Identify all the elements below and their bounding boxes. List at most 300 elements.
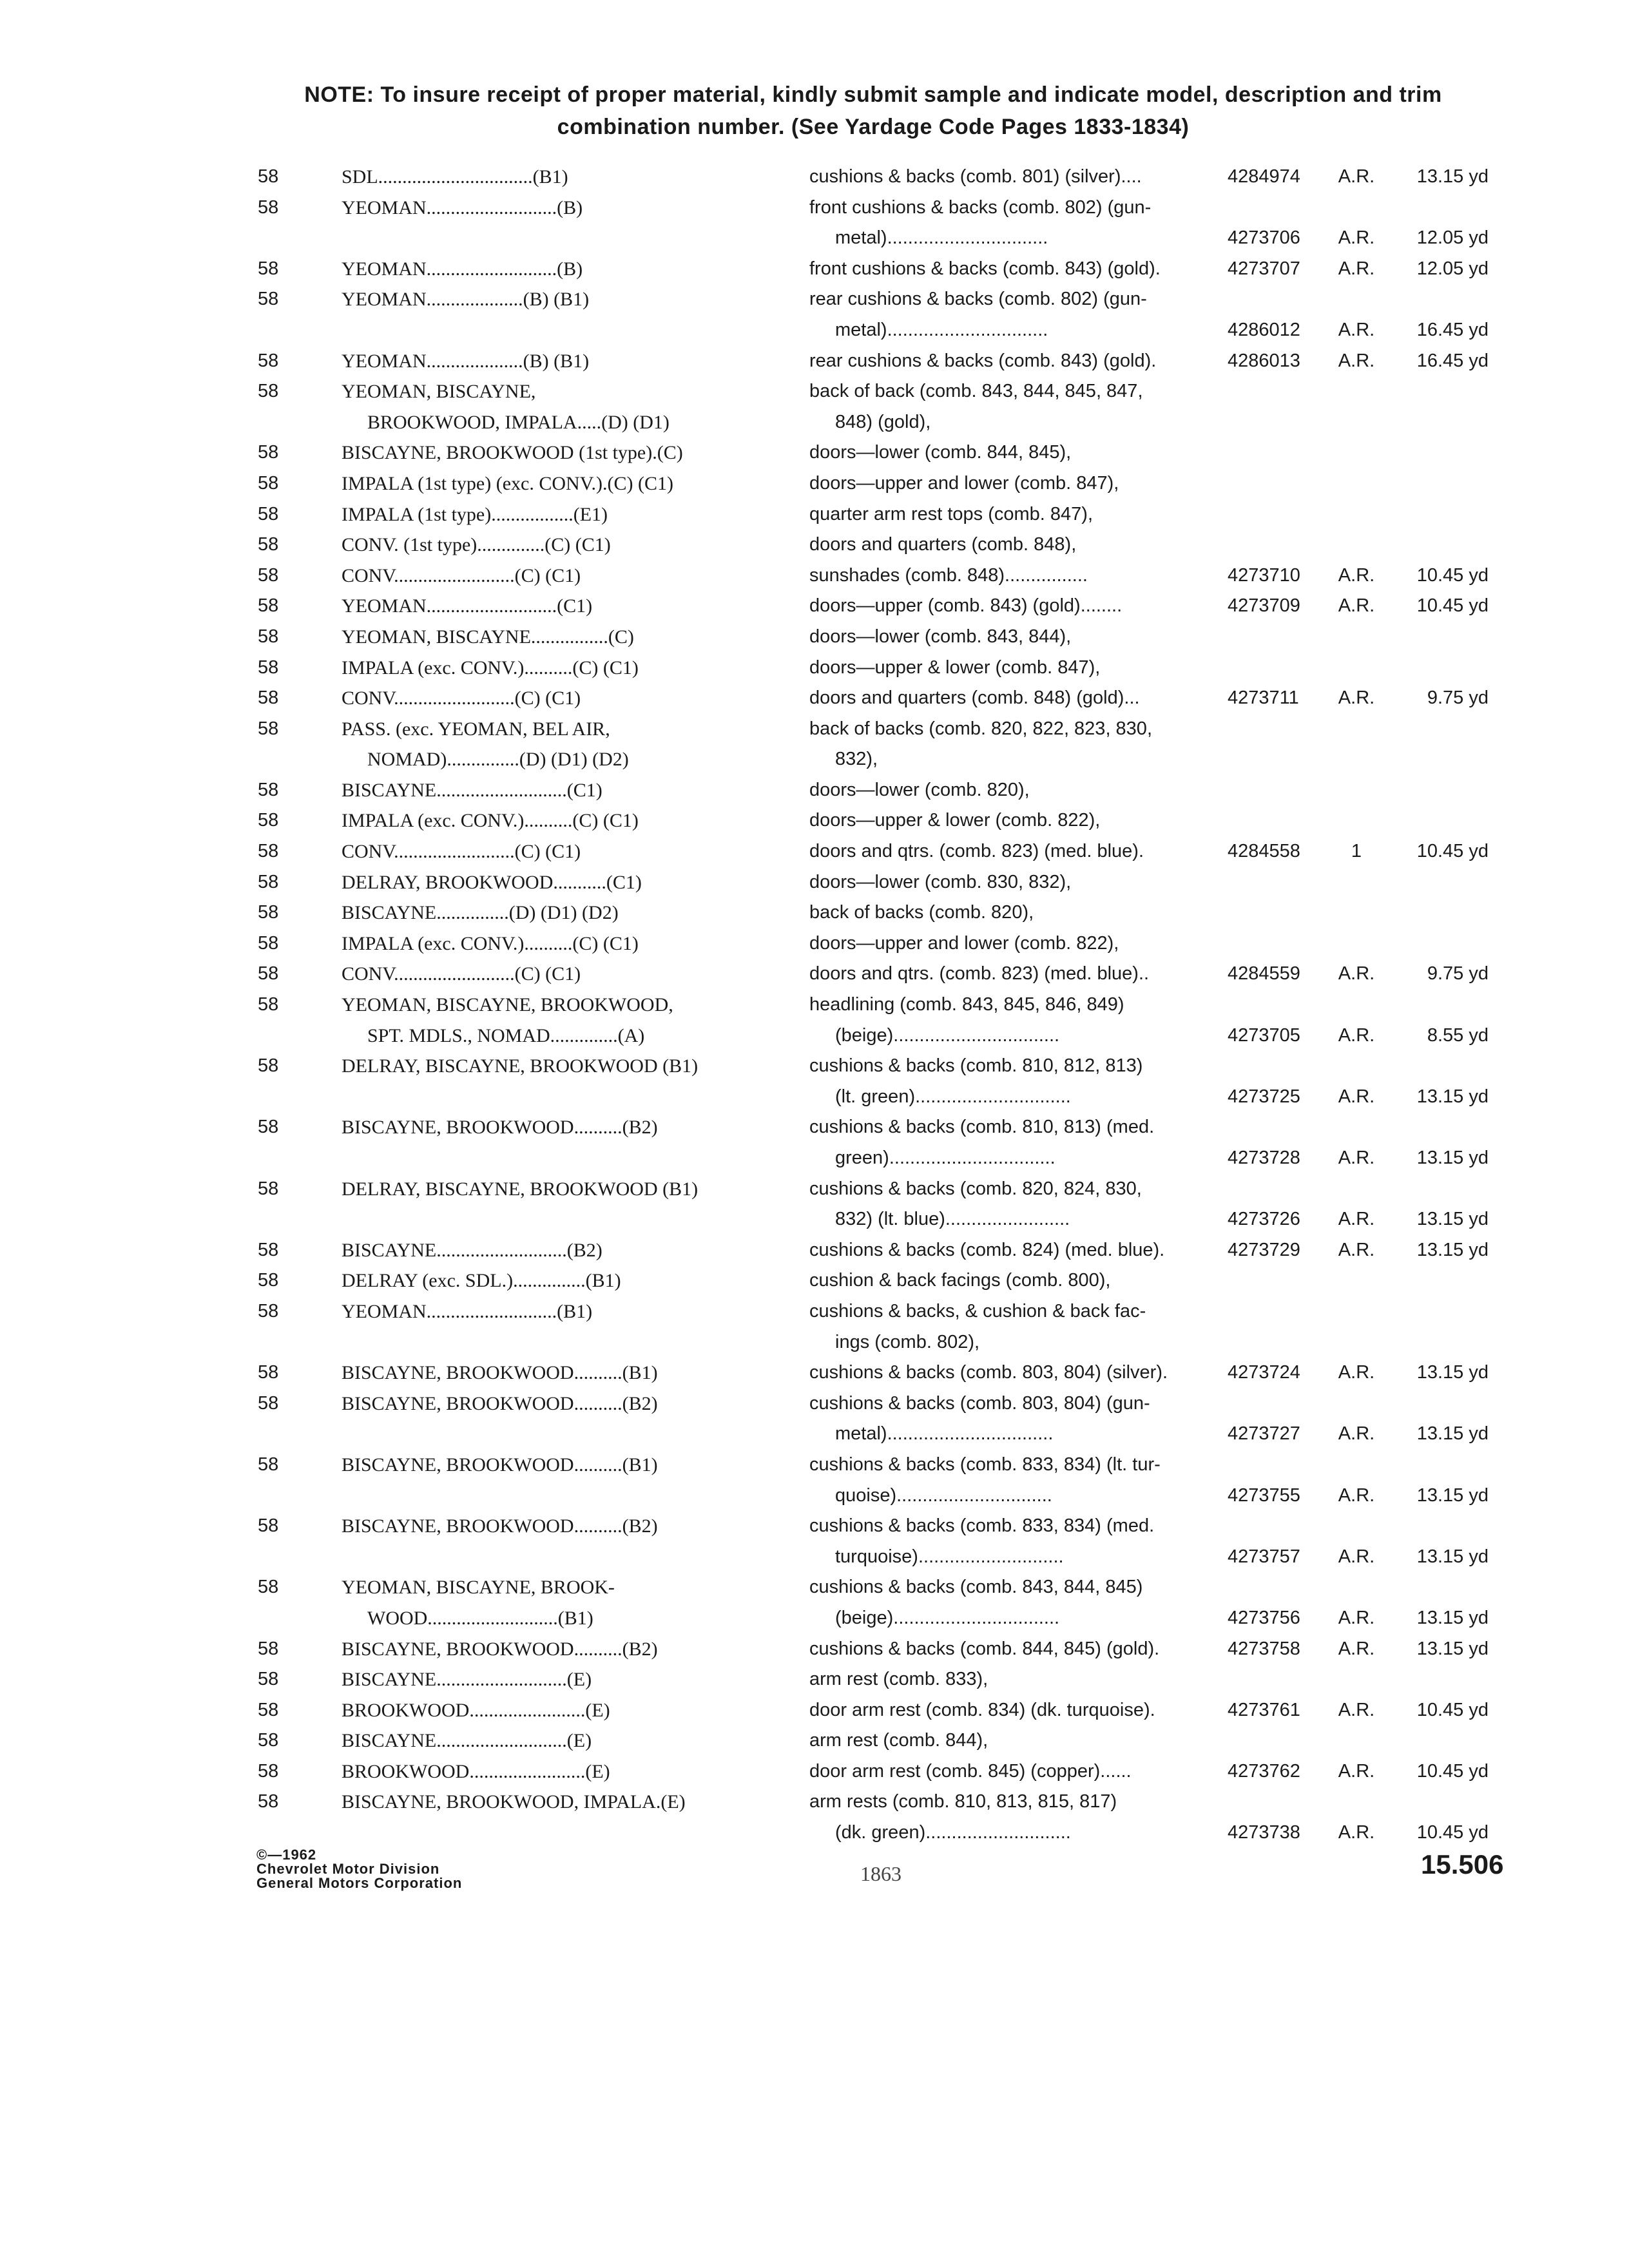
price-cell: 13.15 yd <box>1416 1485 1489 1506</box>
table-row <box>0 160 1629 191</box>
model-cell <box>342 1235 741 1266</box>
description-line: doors—lower (comb. 844, 845), <box>809 442 1072 463</box>
table-row <box>0 1356 1629 1387</box>
table-row <box>0 1172 1629 1233</box>
table-row <box>0 282 1629 343</box>
year-cell: 58 <box>258 932 279 954</box>
year-cell: 58 <box>258 1760 279 1782</box>
table-row <box>0 559 1629 590</box>
price-cell: 9.75 yd <box>1427 687 1489 709</box>
year-cell: 58 <box>258 1669 279 1690</box>
table-row <box>0 988 1629 1049</box>
description-cell <box>809 683 1209 714</box>
year-cell: 58 <box>258 1117 279 1138</box>
model-cell <box>342 1634 741 1665</box>
model-line: DELRAY, BISCAYNE, BROOKWOOD (B1) <box>342 1055 699 1077</box>
model-line: BISCAYNE...........................(B2) <box>342 1239 602 1261</box>
part-number-cell: 4273706 <box>1228 227 1300 249</box>
description-line: doors—upper and lower (comb. 847), <box>809 472 1119 494</box>
model-line: IMPALA (1st type) (exc. CONV.).(C) (C1) <box>342 472 673 494</box>
description-line: (beige)................................ <box>835 1024 1060 1046</box>
description-line: arm rests (comb. 810, 813, 815, 817) <box>809 1791 1117 1812</box>
part-number-cell: 4273738 <box>1228 1822 1300 1843</box>
model-line: CONV.........................(C) (C1) <box>342 963 581 985</box>
section-number: 15.506 <box>1421 1849 1504 1879</box>
part-number-cell: 4273728 <box>1228 1148 1300 1168</box>
table-row <box>0 927 1629 957</box>
description-cell <box>809 1265 1209 1296</box>
description-cell <box>809 805 1209 836</box>
year-cell: 58 <box>258 871 279 892</box>
table-row <box>0 1387 1629 1448</box>
price-cell: 13.15 yd <box>1416 1546 1489 1567</box>
price-cell: 12.05 yd <box>1416 258 1489 279</box>
description-cell <box>809 1664 1209 1695</box>
model-line: BISCAYNE...........................(C1) <box>342 779 602 801</box>
table-row <box>0 712 1629 773</box>
table-row <box>0 191 1629 252</box>
year-cell: 58 <box>258 1699 279 1720</box>
description-line: doors—upper & lower (comb. 847), <box>809 657 1101 678</box>
model-cell <box>342 653 741 684</box>
table-row <box>0 803 1629 834</box>
part-number-cell: 4273705 <box>1228 1024 1300 1046</box>
model-line: BISCAYNE, BROOKWOOD..........(B1) <box>342 1454 658 1475</box>
table-row <box>0 252 1629 283</box>
description-line: cushions & backs (comb. 833, 834) (lt. tur- <box>809 1454 1161 1475</box>
table-row <box>0 1693 1629 1724</box>
description-cell <box>809 1174 1209 1235</box>
price-cell: 13.15 yd <box>1416 1423 1489 1445</box>
description-line: green)................................ <box>835 1148 1055 1168</box>
table-row <box>0 1264 1629 1294</box>
model-cell <box>342 990 741 1051</box>
quantity-cell: A.R. <box>1338 1760 1375 1782</box>
model-line: BISCAYNE, BROOKWOOD, IMPALA.(E) <box>342 1791 686 1813</box>
description-cell <box>809 714 1209 775</box>
price-cell: 13.15 yd <box>1416 1638 1489 1659</box>
footer-publisher <box>256 1848 462 1890</box>
price-cell: 13.15 yd <box>1416 166 1489 187</box>
model-line: BISCAYNE...........................(E) <box>342 1669 592 1691</box>
description-line: rear cushions & backs (comb. 802) (gun- <box>809 289 1147 310</box>
model-line: BISCAYNE, BROOKWOOD..........(B2) <box>342 1392 658 1414</box>
description-line: doors—upper (comb. 843) (gold)........ <box>809 595 1123 617</box>
part-number-cell: 4273724 <box>1228 1362 1300 1383</box>
table-row <box>0 1233 1629 1264</box>
price-cell: 13.15 yd <box>1416 1209 1489 1230</box>
model-line: SPT. MDLS., NOMAD..............(A) <box>367 1024 645 1046</box>
description-line: doors—upper and lower (comb. 822), <box>809 932 1119 954</box>
table-row <box>0 1570 1629 1631</box>
model-line: YEOMAN, BISCAYNE................(C) <box>342 626 634 648</box>
price-cell: 13.15 yd <box>1416 1086 1489 1107</box>
model-cell <box>342 683 741 714</box>
year-cell: 58 <box>258 472 279 494</box>
description-line: metal)............................... <box>835 227 1048 249</box>
model-line: YEOMAN....................(B) (B1) <box>342 289 590 311</box>
part-number-cell: 4284558 <box>1228 841 1300 862</box>
description-cell <box>809 1358 1209 1389</box>
table-row <box>0 773 1629 804</box>
table-row <box>0 865 1629 896</box>
description-line: arm rest (comb. 844), <box>809 1730 988 1751</box>
quantity-cell: 1 <box>1351 841 1362 862</box>
description-line: sunshades (comb. 848)................ <box>809 564 1088 586</box>
description-line: back of back (comb. 843, 844, 845, 847, <box>809 381 1143 402</box>
description-cell <box>809 1051 1209 1112</box>
price-cell: 13.15 yd <box>1416 1239 1489 1260</box>
model-cell <box>342 1787 741 1818</box>
model-line: IMPALA (exc. CONV.)..........(C) (C1) <box>342 657 639 678</box>
quantity-cell: A.R. <box>1338 1699 1375 1720</box>
price-cell: 10.45 yd <box>1416 1699 1489 1720</box>
model-cell <box>342 775 741 806</box>
year-cell: 58 <box>258 657 279 678</box>
model-cell <box>342 284 741 315</box>
part-number-cell: 4273727 <box>1228 1423 1300 1445</box>
model-cell <box>342 1756 741 1787</box>
table-row <box>0 1509 1629 1570</box>
description-line: 832), <box>835 749 878 770</box>
description-line: cushions & backs (comb. 810, 812, 813) <box>809 1055 1143 1077</box>
model-cell <box>342 1296 741 1327</box>
price-cell: 10.45 yd <box>1416 1760 1489 1782</box>
quantity-cell: A.R. <box>1338 1485 1375 1506</box>
model-line: BROOKWOOD........................(E) <box>342 1760 610 1782</box>
model-line: CONV.........................(C) (C1) <box>342 564 581 586</box>
model-cell <box>342 162 741 193</box>
model-cell <box>342 1664 741 1695</box>
price-cell: 10.45 yd <box>1416 1822 1489 1843</box>
year-cell: 58 <box>258 1392 279 1414</box>
model-cell <box>342 1511 741 1542</box>
model-cell <box>342 898 741 928</box>
model-cell <box>342 867 741 898</box>
model-cell <box>342 1174 741 1205</box>
model-cell <box>342 254 741 285</box>
year-cell: 58 <box>258 994 279 1015</box>
description-line: quarter arm rest tops (comb. 847), <box>809 503 1093 524</box>
description-line: cushion & back facings (comb. 800), <box>809 1270 1111 1291</box>
page-number: 1863 <box>860 1862 901 1885</box>
year-cell: 58 <box>258 595 279 617</box>
quantity-cell: A.R. <box>1338 227 1375 249</box>
description-line: doors—lower (comb. 820), <box>809 779 1030 800</box>
price-cell: 13.15 yd <box>1416 1148 1489 1168</box>
description-cell <box>809 468 1209 499</box>
description-cell <box>809 376 1209 437</box>
year-cell: 58 <box>258 1270 279 1291</box>
year-cell: 58 <box>258 1730 279 1751</box>
model-line: IMPALA (exc. CONV.)..........(C) (C1) <box>342 810 639 832</box>
description-cell <box>809 162 1209 193</box>
model-line: BROOKWOOD........................(E) <box>342 1699 610 1721</box>
table-row <box>0 374 1629 436</box>
model-cell <box>342 437 741 468</box>
part-number-cell: 4273710 <box>1228 564 1300 586</box>
description-cell <box>809 622 1209 653</box>
description-cell <box>809 530 1209 561</box>
model-cell <box>342 836 741 867</box>
table-row <box>0 1448 1629 1509</box>
division-name: Chevrolet Motor Division <box>256 1861 440 1877</box>
description-cell <box>809 1572 1209 1633</box>
price-cell: 12.05 yd <box>1416 227 1489 249</box>
table-row <box>0 1049 1629 1110</box>
description-cell <box>809 653 1209 684</box>
description-cell <box>809 867 1209 898</box>
table-row <box>0 620 1629 651</box>
model-line: PASS. (exc. YEOMAN, BEL AIR, <box>342 718 610 740</box>
year-cell: 58 <box>258 289 279 310</box>
part-number-cell: 4273756 <box>1228 1607 1300 1628</box>
quantity-cell: A.R. <box>1338 1024 1375 1046</box>
description-line: back of backs (comb. 820, 822, 823, 830, <box>809 718 1152 739</box>
description-cell <box>809 1112 1209 1173</box>
description-cell <box>809 836 1209 867</box>
year-cell: 58 <box>258 1791 279 1812</box>
description-cell <box>809 1695 1209 1726</box>
quantity-cell: A.R. <box>1338 595 1375 617</box>
year-cell: 58 <box>258 1454 279 1475</box>
table-row <box>0 497 1629 528</box>
description-line: headlining (comb. 843, 845, 846, 849) <box>809 994 1124 1015</box>
model-line: YEOMAN, BISCAYNE, <box>342 381 536 403</box>
quantity-cell: A.R. <box>1338 963 1375 985</box>
part-number-cell: 4284559 <box>1228 963 1300 985</box>
description-line: doors—lower (comb. 830, 832), <box>809 871 1072 892</box>
model-line: CONV. (1st type)..............(C) (C1) <box>342 534 611 556</box>
copyright: ©—1962 <box>256 1847 317 1863</box>
description-line: cushions & backs (comb. 803, 804) (silver). <box>809 1362 1168 1383</box>
table-row <box>0 436 1629 466</box>
table-row <box>0 1724 1629 1754</box>
model-cell <box>342 346 741 377</box>
model-line: DELRAY, BROOKWOOD...........(C1) <box>342 871 642 893</box>
model-line: WOOD...........................(B1) <box>367 1607 593 1629</box>
table-row <box>0 896 1629 927</box>
model-cell <box>342 622 741 653</box>
description-line: cushions & backs (comb. 801) (silver).... <box>809 166 1142 187</box>
model-line: YEOMAN...........................(B) <box>342 197 583 218</box>
year-cell: 58 <box>258 1055 279 1077</box>
year-cell: 58 <box>258 810 279 831</box>
table-row <box>0 1662 1629 1693</box>
description-cell <box>809 1787 1209 1848</box>
description-cell <box>809 1389 1209 1450</box>
description-line: cushions & backs (comb. 844, 845) (gold). <box>809 1638 1160 1659</box>
price-cell: 9.75 yd <box>1427 963 1489 985</box>
model-cell <box>342 1572 741 1633</box>
part-number-cell: 4286012 <box>1228 319 1300 340</box>
model-cell <box>342 530 741 561</box>
model-cell <box>342 805 741 836</box>
model-line: BISCAYNE...........................(E) <box>342 1730 592 1752</box>
quantity-cell: A.R. <box>1338 1362 1375 1383</box>
table-row <box>0 834 1629 865</box>
description-cell <box>809 775 1209 806</box>
description-cell <box>809 591 1209 622</box>
year-cell: 58 <box>258 166 279 187</box>
description-line: cushions & backs (comb. 803, 804) (gun- <box>809 1392 1150 1414</box>
description-line: ings (comb. 802), <box>835 1331 980 1352</box>
table-row <box>0 651 1629 682</box>
model-cell <box>342 1389 741 1419</box>
year-cell: 58 <box>258 1178 279 1199</box>
description-cell <box>809 346 1209 377</box>
table-row <box>0 589 1629 620</box>
description-cell <box>809 193 1209 254</box>
quantity-cell: A.R. <box>1338 1086 1375 1107</box>
table-row <box>0 1294 1629 1356</box>
description-line: metal)................................ <box>835 1423 1054 1445</box>
year-cell: 58 <box>258 564 279 586</box>
table-row <box>0 344 1629 375</box>
model-line: DELRAY, BISCAYNE, BROOKWOOD (B1) <box>342 1178 699 1200</box>
description-cell <box>809 1235 1209 1266</box>
price-cell: 10.45 yd <box>1416 595 1489 617</box>
year-cell: 58 <box>258 534 279 555</box>
description-cell <box>809 437 1209 468</box>
table-row <box>0 1110 1629 1171</box>
year-cell: 58 <box>258 258 279 279</box>
part-number-cell: 4286013 <box>1228 350 1300 371</box>
model-cell <box>342 959 741 990</box>
description-cell <box>809 1450 1209 1511</box>
description-line: turquoise)............................ <box>835 1546 1064 1567</box>
model-line: YEOMAN....................(B) (B1) <box>342 350 590 372</box>
model-line: CONV.........................(C) (C1) <box>342 687 581 709</box>
description-line: cushions & backs, & cushion & back fac- <box>809 1300 1146 1321</box>
parts-table <box>0 160 1629 1847</box>
model-cell <box>342 1695 741 1726</box>
model-cell <box>342 376 741 437</box>
quantity-cell: A.R. <box>1338 564 1375 586</box>
part-number-cell: 4273725 <box>1228 1086 1300 1107</box>
description-line: doors and quarters (comb. 848), <box>809 534 1077 555</box>
quantity-cell: A.R. <box>1338 258 1375 279</box>
quantity-cell: A.R. <box>1338 1209 1375 1230</box>
model-line: YEOMAN, BISCAYNE, BROOK- <box>342 1577 615 1599</box>
model-line: SDL................................(B1) <box>342 166 568 187</box>
table-row <box>0 1785 1629 1846</box>
model-cell <box>342 499 741 530</box>
description-line: (beige)................................ <box>835 1607 1060 1628</box>
description-cell <box>809 1634 1209 1665</box>
part-number-cell: 4273761 <box>1228 1699 1300 1720</box>
description-line: door arm rest (comb. 845) (copper)...... <box>809 1760 1132 1782</box>
description-cell <box>809 1725 1209 1756</box>
corporation-name: General Motors Corporation <box>256 1875 463 1891</box>
model-cell <box>342 928 741 959</box>
quantity-cell: A.R. <box>1338 1607 1375 1628</box>
model-line: IMPALA (1st type).................(E1) <box>342 503 608 525</box>
description-line: door arm rest (comb. 834) (dk. turquoise). <box>809 1699 1155 1720</box>
model-cell <box>342 193 741 224</box>
year-cell: 58 <box>258 1300 279 1321</box>
description-cell <box>809 284 1209 345</box>
year-cell: 58 <box>258 687 279 709</box>
year-cell: 58 <box>258 718 279 739</box>
model-cell <box>342 561 741 591</box>
model-line: BISCAYNE, BROOKWOOD..........(B2) <box>342 1515 658 1537</box>
year-cell: 58 <box>258 503 279 524</box>
model-line: YEOMAN...........................(C1) <box>342 595 593 617</box>
model-line: NOMAD)...............(D) (D1) (D2) <box>367 749 629 771</box>
part-number-cell: 4273757 <box>1228 1546 1300 1567</box>
quantity-cell: A.R. <box>1338 166 1375 187</box>
part-number-cell: 4273729 <box>1228 1239 1300 1260</box>
part-number-cell: 4273711 <box>1228 687 1299 709</box>
model-cell <box>342 1725 741 1756</box>
model-cell <box>342 714 741 775</box>
year-cell: 58 <box>258 1577 279 1598</box>
description-cell <box>809 499 1209 530</box>
table-row <box>0 681 1629 712</box>
price-cell: 10.45 yd <box>1416 841 1489 862</box>
part-number-cell: 4273709 <box>1228 595 1300 617</box>
description-line: front cushions & backs (comb. 802) (gun- <box>809 197 1152 218</box>
description-line: cushions & backs (comb. 820, 824, 830, <box>809 1178 1142 1199</box>
quantity-cell: A.R. <box>1338 319 1375 340</box>
table-row <box>0 957 1629 988</box>
table-row <box>0 1632 1629 1663</box>
year-cell: 58 <box>258 779 279 800</box>
year-cell: 58 <box>258 442 279 463</box>
quantity-cell: A.R. <box>1338 1822 1375 1843</box>
model-line: BISCAYNE, BROOKWOOD..........(B2) <box>342 1638 658 1660</box>
year-cell: 58 <box>258 1362 279 1383</box>
year-cell: 58 <box>258 381 279 402</box>
description-cell <box>809 898 1209 928</box>
description-line: cushions & backs (comb. 843, 844, 845) <box>809 1577 1143 1598</box>
table-row <box>0 528 1629 559</box>
model-cell <box>342 1112 741 1143</box>
model-cell <box>342 468 741 499</box>
quantity-cell: A.R. <box>1338 1423 1375 1445</box>
description-line: back of backs (comb. 820), <box>809 902 1034 923</box>
model-line: BROOKWOOD, IMPALA.....(D) (D1) <box>367 411 670 433</box>
part-number-cell: 4273755 <box>1228 1485 1300 1506</box>
description-line: (lt. green).............................. <box>835 1086 1071 1107</box>
description-line: cushions & backs (comb. 824) (med. blue). <box>809 1239 1165 1260</box>
table-row <box>0 1754 1629 1785</box>
quantity-cell: A.R. <box>1338 687 1375 709</box>
part-number-cell: 4273707 <box>1228 258 1300 279</box>
year-cell: 58 <box>258 1239 279 1260</box>
model-cell <box>342 1450 741 1481</box>
description-line: cushions & backs (comb. 810, 813) (med. <box>809 1117 1155 1138</box>
year-cell: 58 <box>258 197 279 218</box>
price-cell: 8.55 yd <box>1427 1024 1489 1046</box>
model-line: IMPALA (exc. CONV.)..........(C) (C1) <box>342 932 639 954</box>
year-cell: 58 <box>258 626 279 647</box>
note-header: NOTE: To insure receipt of proper material, kindly submit sample and indicate model, description and trim combination number. (See Yardage Code Pages 1833-1834) <box>304 82 1442 139</box>
description-cell <box>809 1511 1209 1572</box>
part-number-cell: 4284974 <box>1228 166 1300 187</box>
price-cell: 16.45 yd <box>1416 350 1489 371</box>
year-cell: 58 <box>258 963 279 985</box>
price-cell: 13.15 yd <box>1416 1362 1489 1383</box>
model-cell <box>342 1358 741 1389</box>
model-line: YEOMAN...........................(B) <box>342 258 583 280</box>
description-line: doors and quarters (comb. 848) (gold)... <box>809 687 1140 709</box>
model-line: CONV.........................(C) (C1) <box>342 841 581 863</box>
model-cell <box>342 1051 741 1082</box>
quantity-cell: A.R. <box>1338 1638 1375 1659</box>
description-line: doors—lower (comb. 843, 844), <box>809 626 1072 647</box>
